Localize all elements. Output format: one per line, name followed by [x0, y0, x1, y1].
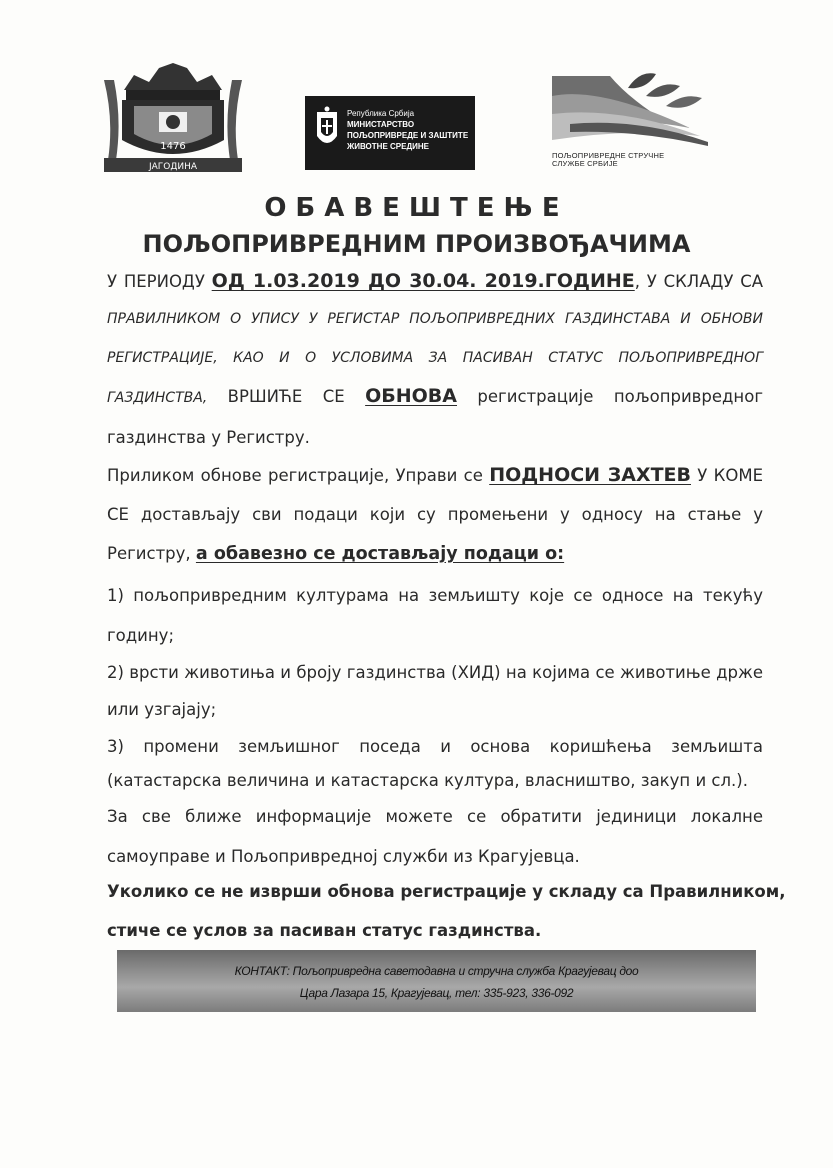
ministry-line3: ЖИВОТНЕ СРЕДИНЕ: [347, 142, 430, 151]
p4-line1: Уколико се не изврши обнова регистрације у складу са Правилником,: [107, 882, 786, 901]
p1-registration-text: регистрације: [477, 387, 594, 406]
item3-line1: 3) промени земљишног поседа и основа коришћења земљишта: [107, 737, 763, 756]
p1-line1: [107, 270, 763, 292]
service-caption-line2: СЛУЖБЕ СРБИЈЕ: [552, 159, 618, 168]
p1-will-text: ВРШИЋЕ СЕ: [227, 387, 345, 406]
p3-line1: За све ближе информације можете се обратити јединици локалне: [107, 807, 763, 826]
contact-line2: Цара Лазара 15, Крагујевац, тел: 335-923, 336-092: [299, 986, 574, 1000]
city-coat-of-arms-logo: [104, 60, 242, 172]
p1-agricultural-text: пољопривредног: [613, 387, 763, 406]
p2-in-which-text: У КОМЕ: [697, 466, 764, 485]
p1-accordance-text: , У СКЛАДУ СА: [634, 272, 764, 291]
p1-line5: газдинства у Регистру.: [107, 428, 310, 447]
p2-submit-request: ПОДНОСИ ЗАХТЕВ: [489, 464, 691, 486]
ministry-line1: МИНИСТАРСТВО: [347, 120, 415, 129]
p1-renewal-text: ОБНОВА: [365, 385, 457, 407]
p2-line1: [107, 464, 763, 486]
service-caption-line1: ПОЉОПРИВРЕДНЕ СТРУЧНЕ: [552, 151, 665, 160]
p2-line2: СЕ достављају сви подаци који су промењени у односу на стање у: [107, 505, 763, 524]
p2-intro-text: Приликом обнове регистрације, Управи се: [107, 466, 483, 485]
notice-subtitle: ПОЉОПРИВРЕДНИМ ПРОИЗВОЂАЧИМА: [142, 230, 691, 258]
p1-line2: ПРАВИЛНИКОМ О УПИСУ У РЕГИСТАР ПОЉОПРИВРЕДНИХ ГАЗДИНСТАВА И ОБНОВИ: [107, 311, 763, 327]
p1-farm-text: ГАЗДИНСТВА,: [107, 390, 208, 406]
item2-line1: 2) врсти животиња и броју газдинства (ХИД) на којима се животиње држе: [107, 663, 763, 682]
p1-period-text: У ПЕРИОДУ: [107, 272, 205, 291]
p1-line3: РЕГИСТРАЦИЈЕ, КАО И О УСЛОВИМА ЗА ПАСИВАН СТАТУС ПОЉОПРИВРЕДНОГ: [107, 350, 763, 366]
item1-line1: 1) пољопривредним културама на земљишту које се односе на текућу: [107, 586, 763, 605]
item3-line2: (катастарска величина и катастарска култура, власништво, закуп и сл.).: [107, 771, 748, 790]
item1-line2: годину;: [107, 626, 175, 645]
ministry-republic-text: Република Србија: [347, 109, 415, 118]
ministry-logo: [305, 96, 475, 170]
serbia-crest-icon: [313, 106, 341, 156]
p1-line4: [107, 385, 763, 407]
service-emblem-icon: [550, 66, 710, 152]
p4-line2: стиче се услов за пасиван статус газдинства.: [107, 921, 542, 940]
agricultural-service-logo: [550, 66, 710, 174]
p1-dates: ОД 1.03.2019 ДО 30.04. 2019.ГОДИНЕ: [211, 270, 635, 292]
contact-box: [117, 950, 756, 1012]
ministry-line2: ПОЉОПРИВРЕДЕ И ЗАШТИТЕ: [347, 131, 469, 140]
p3-line2: самоуправе и Пољопривредној служби из Крагујевца.: [107, 847, 580, 866]
city-year-text: 1476: [160, 141, 186, 152]
city-name-text: ЈАГОДИНА: [148, 162, 198, 172]
p2-register-text: Регистру,: [107, 544, 191, 563]
notice-title: ОБАВЕШТЕЊЕ: [264, 193, 569, 223]
p2-line3: [107, 544, 763, 564]
contact-line1: КОНТАКТ: Пољопривредна саветодавна и стручна служба Крагујевац доо: [234, 964, 639, 978]
p2-mandatory-text: а обавезно се достављају подаци о:: [195, 544, 565, 564]
item2-line2: или узгајају;: [107, 700, 217, 719]
